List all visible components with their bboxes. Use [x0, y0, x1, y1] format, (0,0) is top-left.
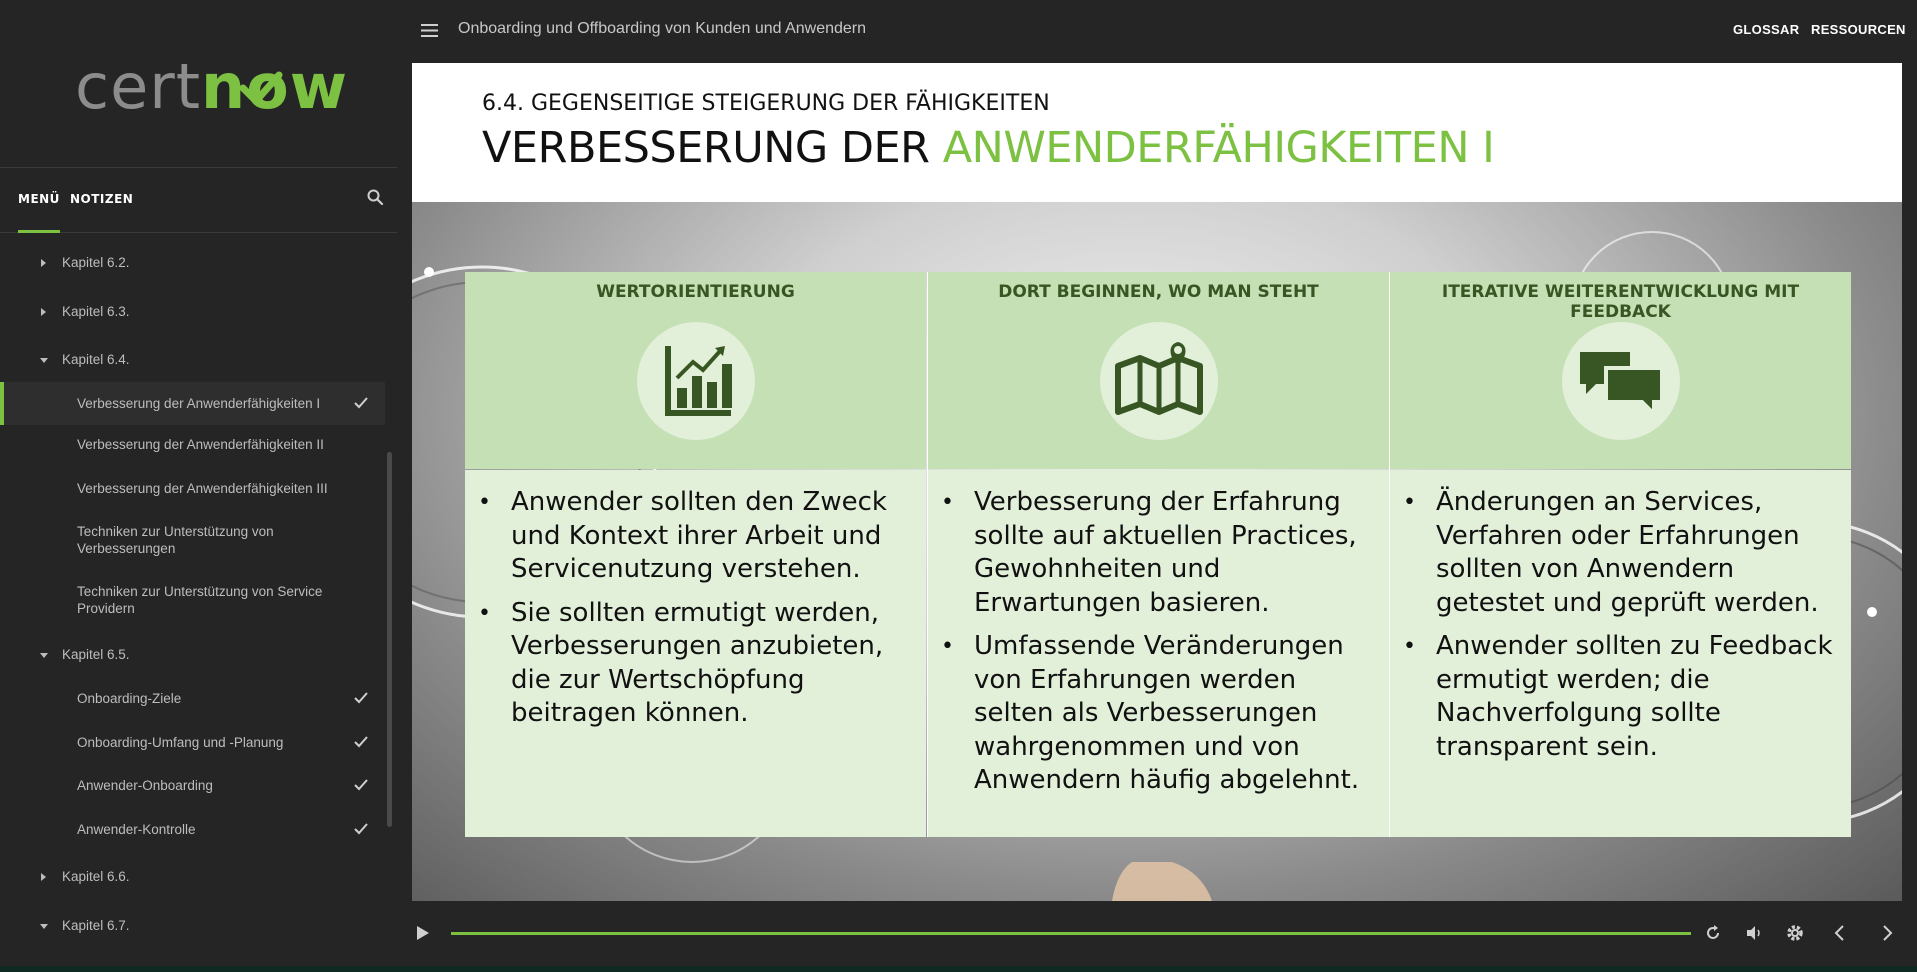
glossar-link[interactable]: GLOSSAR [1733, 22, 1800, 37]
check-icon [354, 397, 368, 409]
chart-growth-icon [637, 322, 755, 440]
player-controls [397, 901, 1917, 966]
check-icon [354, 736, 368, 748]
progress-bar[interactable] [451, 932, 1691, 935]
nav-chapter-6-2[interactable]: Kapitel 6.2. [0, 253, 385, 277]
bullet-item: • Sie sollten ermutigt werden, Verbesserungen anzubieten, die zur Wertschöpfung beitragen können. [475, 597, 915, 731]
content-columns [465, 272, 1851, 837]
bullet-item: • Verbesserung der Erfahrung sollte auf aktuellen Practices, Gewohnheiten und Erwartungen basieren. [938, 486, 1378, 620]
check-icon [354, 823, 368, 835]
course-title: Onboarding und Offboarding von Kunden und Anwendern [458, 20, 867, 37]
expand-arrow-icon [41, 308, 46, 316]
hamburger-menu-icon[interactable] [421, 24, 438, 37]
tab-menu[interactable]: MENÜ [18, 192, 60, 206]
bullet-item: • Anwender sollten den Zweck und Kontext ihrer Arbeit und Servicenutzung verstehen. [475, 486, 915, 587]
top-bar [397, 0, 1917, 62]
collapse-arrow-icon [40, 358, 48, 363]
bullet-item: • Anwender sollten zu Feedback ermutigt werden; die Nachverfolgung sollte transparent sein. [1400, 630, 1840, 764]
certnow-logo: certnow [75, 50, 349, 123]
sidebar: certnow MENÜ NOTIZEN Kapitel 6.2. Kapitel 6.3. Kapitel 6.4. Verbesserung der Anwenderfähigkeiten I Verbesserung der Anwenderfähigkeiten II Verbesserung der Anwenderfähigkeiten III Techniken zur Unterstützung von Verbesserungen Techniken zur Unterstützung von Service Providern Kapitel 6.5. Onboarding-Ziele Onboarding-Umfang und -Planung Anwender-Onboarding Anwender-Kontrolle Kapitel 6.6. Kapitel 6.7. [0, 0, 397, 966]
collapse-arrow-icon [40, 924, 48, 929]
map-pin-icon [1100, 322, 1218, 440]
slide [412, 63, 1902, 901]
play-icon[interactable] [416, 925, 430, 941]
tab-notes[interactable]: NOTIZEN [70, 192, 134, 206]
column-heading: DORT BEGINNEN, WO MAN STEHT [998, 282, 1319, 302]
sidebar-scrollbar[interactable] [387, 452, 392, 827]
chat-bubbles-icon [1562, 322, 1680, 440]
settings-gear-icon[interactable] [1785, 923, 1805, 943]
expand-arrow-icon [41, 259, 46, 267]
column-dort-beginnen [928, 272, 1389, 837]
tab-active-indicator [18, 230, 60, 233]
bottom-strip [0, 966, 1917, 972]
volume-icon[interactable] [1744, 923, 1764, 943]
check-icon [354, 779, 368, 791]
previous-slide-icon[interactable] [1830, 923, 1850, 943]
bullet-item: • Umfassende Veränderungen von Erfahrungen werden selten als Verbesserungen wahrgenommen und von Anwendern häufig abgelehnt. [938, 630, 1378, 798]
sidebar-tabs [0, 168, 397, 233]
expand-arrow-icon [41, 873, 46, 881]
bullet-list [1400, 486, 1840, 774]
search-icon[interactable] [366, 188, 384, 206]
logo-check-icon [229, 57, 291, 117]
slide-header [412, 63, 1902, 202]
bullet-list [938, 486, 1378, 808]
logo-area [0, 0, 397, 168]
next-slide-icon[interactable] [1877, 923, 1897, 943]
nav-chapter-6-3[interactable]: Kapitel 6.3. [0, 302, 385, 326]
column-heading: ITERATIVE WEITERENTWICKLUNG MIT FEEDBACK [1441, 282, 1800, 322]
bullet-list [475, 486, 915, 741]
ressourcen-link[interactable]: RESSOURCEN [1811, 22, 1906, 37]
check-icon [354, 692, 368, 704]
nav-chapter-6-7[interactable]: Kapitel 6.7. [0, 916, 385, 940]
nav-chapter-6-4[interactable]: Kapitel 6.4. [0, 350, 385, 374]
column-heading: WERTORIENTIERUNG [596, 282, 795, 302]
bullet-item: • Änderungen an Services, Verfahren oder Erfahrungen sollten von Anwendern getestet und geprüft werden. [1400, 486, 1840, 620]
slide-title: VERBESSERUNG DER ANWENDERFÄHIGKEITEN I [482, 123, 1495, 173]
collapse-arrow-icon [40, 653, 48, 658]
slide-section-title: 6.4. GEGENSEITIGE STEIGERUNG DER FÄHIGKEITEN [482, 91, 1050, 116]
column-wertorientierung [465, 272, 926, 837]
nav-chapter-6-6[interactable]: Kapitel 6.6. [0, 867, 385, 891]
column-iterative-weiterentwicklung [1390, 272, 1851, 837]
replay-icon[interactable] [1703, 923, 1723, 943]
nav-chapter-6-5[interactable]: Kapitel 6.5. [0, 645, 385, 669]
nav-item-anwenderfaehigkeiten-1[interactable]: Verbesserung der Anwenderfähigkeiten I [0, 382, 385, 425]
